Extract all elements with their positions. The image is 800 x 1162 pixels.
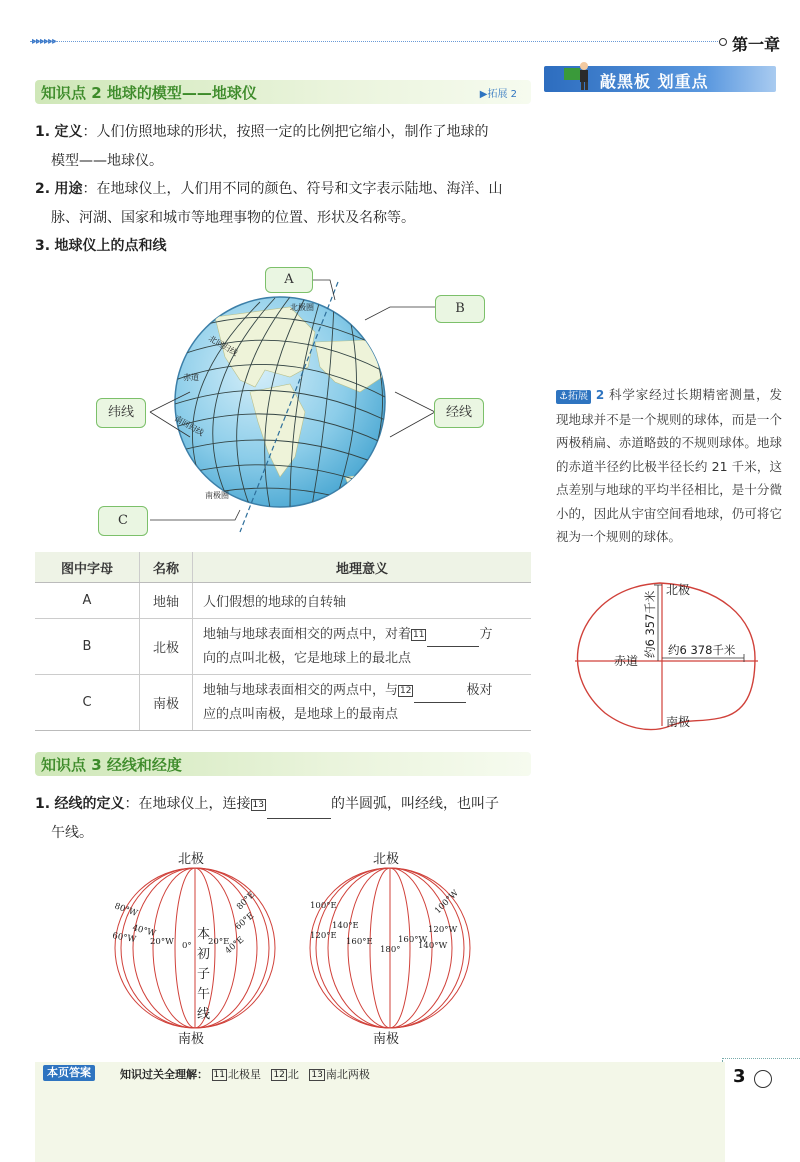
svg-text:20°E: 20°E	[208, 937, 230, 947]
meridian-definition: 1. 经线的定义：在地球仪上，连接 13 的半圆弧，叫经线，也叫子 午线。	[35, 796, 499, 841]
chapter-title: 第一章	[732, 35, 781, 54]
section-title: 知识点 2 地球的模型——地球仪	[41, 84, 257, 102]
svg-text:线: 线	[197, 1007, 211, 1022]
answer-line: 知识过关全理解： 11 北极星 12 北 13 南北两极	[120, 1068, 370, 1081]
svg-text:0°: 0°	[182, 941, 192, 951]
header-dot	[719, 38, 727, 46]
svg-text:100°E: 100°E	[310, 901, 337, 911]
svg-text:南极圈: 南极圈	[205, 491, 229, 500]
table-row: B 北极 地轴与地球表面相交的两点中，对着 11 方 向的点叫北极，它是地球上的最北点	[35, 619, 531, 675]
section-banner-3	[35, 752, 531, 776]
svg-text:赤道: 赤道	[614, 654, 639, 668]
svg-text:子: 子	[197, 967, 211, 982]
points-lines-heading: 3. 地球仪上的点和线	[35, 238, 167, 254]
clock-icon	[754, 1070, 772, 1088]
svg-text:约6 378千米: 约6 378千米	[668, 643, 736, 657]
svg-text:本: 本	[197, 927, 211, 942]
side-note: ⚓拓展 2 科学家经过长期精密测量，发现地球并不是一个规则的球体，而是一个两极稍扁、赤道略鼓的不规则球体。地球的赤道半径约比极半径长约 21 千米，这点差别与地球的平均半径相比，是十分微小的，因此从宇宙空间看地球，仍可将它视为一个规则的球体。	[556, 387, 782, 544]
svg-text:40°W: 40°W	[131, 923, 157, 940]
svg-text:南极: 南极	[373, 1032, 400, 1047]
svg-text:80°W: 80°W	[112, 901, 139, 919]
side-banner	[544, 66, 776, 92]
label-c: C	[98, 506, 148, 536]
section-title: 知识点 3 经线和经度	[41, 756, 182, 774]
definition-item: 1. 定义：人们仿照地球的形状，按照一定的比例把它缩小，制作了地球的 模型——地球仪。	[35, 124, 489, 169]
label-b: B	[435, 295, 485, 323]
svg-text:赤道: 赤道	[183, 373, 199, 382]
svg-text:北极圈: 北极圈	[290, 303, 314, 312]
earth-shape-diagram	[570, 578, 770, 738]
header-arrows: ▸▸▸▸▸▸	[32, 36, 57, 47]
section-banner-2	[35, 80, 531, 104]
svg-text:约6 357千米: 约6 357千米	[643, 590, 657, 658]
globe-diagram	[90, 262, 490, 542]
footer-dots-h	[722, 1058, 800, 1059]
usage-item: 2. 用途：在地球仪上，人们用不同的颜色、符号和文字表示陆地、海洋、山 脉、河湖、国家和城市等地理事物的位置、形状及名称等。	[35, 181, 503, 226]
svg-text:北极: 北极	[666, 583, 691, 597]
blank-13[interactable]	[267, 804, 331, 819]
side-banner-title: 敲黑板 划重点	[600, 72, 709, 91]
svg-text:20°W: 20°W	[150, 937, 174, 947]
svg-text:80°E: 80°E	[235, 890, 258, 913]
blank-12[interactable]	[414, 688, 466, 703]
svg-text:120°E: 120°E	[310, 931, 337, 941]
meridian-diagrams	[100, 848, 500, 1048]
table-row: A 地轴 人们假想的地球的自转轴	[35, 583, 531, 619]
svg-text:60°W: 60°W	[111, 931, 137, 946]
svg-text:160°W: 160°W	[398, 935, 428, 945]
svg-text:180°: 180°	[380, 945, 401, 955]
answer-tag: 本页答案	[43, 1065, 95, 1081]
svg-text:120°W: 120°W	[428, 925, 458, 935]
svg-text:60°E: 60°E	[233, 910, 257, 933]
blank-11[interactable]	[427, 632, 479, 647]
svg-text:初: 初	[197, 947, 211, 962]
extension-link[interactable]: ▶拓展 2	[479, 89, 517, 100]
svg-text:北极: 北极	[373, 852, 400, 867]
label-weixian: 纬线	[96, 398, 146, 428]
teacher-figure-icon	[564, 60, 592, 90]
svg-text:午: 午	[197, 987, 211, 1002]
svg-text:南极: 南极	[178, 1032, 205, 1047]
label-a: A	[265, 267, 313, 293]
table-row: C 南极 地轴与地球表面相交的两点中，与 12 极对 应的点叫南极，是地球上的最南点	[35, 675, 531, 731]
svg-text:160°E: 160°E	[346, 937, 373, 947]
svg-text:100°W: 100°W	[433, 888, 461, 917]
svg-text:140°E: 140°E	[332, 921, 359, 931]
page-number: 3	[733, 1066, 746, 1087]
globe-points-table: 图中字母 名称 地理意义 A 地轴 人们假想的地球的自转轴 B 北极 地轴与地球表面相交的两点中，对着 11 方 向的点叫北极，它是地球上的最北点 C 南极 地轴与地球表面相交的两点中，与 12 极对 应的点叫南极，是地球上的最南点	[35, 552, 531, 731]
svg-text:北极: 北极	[178, 852, 205, 867]
svg-text:南回归线: 南回归线	[173, 413, 206, 438]
svg-text:140°W: 140°W	[418, 941, 448, 951]
header-divider	[30, 41, 720, 42]
svg-text:40°E: 40°E	[223, 934, 247, 957]
label-jingxian: 经线	[434, 398, 484, 428]
svg-text:南极: 南极	[666, 715, 691, 729]
extension-badge: ⚓拓展	[556, 390, 591, 404]
svg-text:北回归线: 北回归线	[207, 333, 240, 358]
